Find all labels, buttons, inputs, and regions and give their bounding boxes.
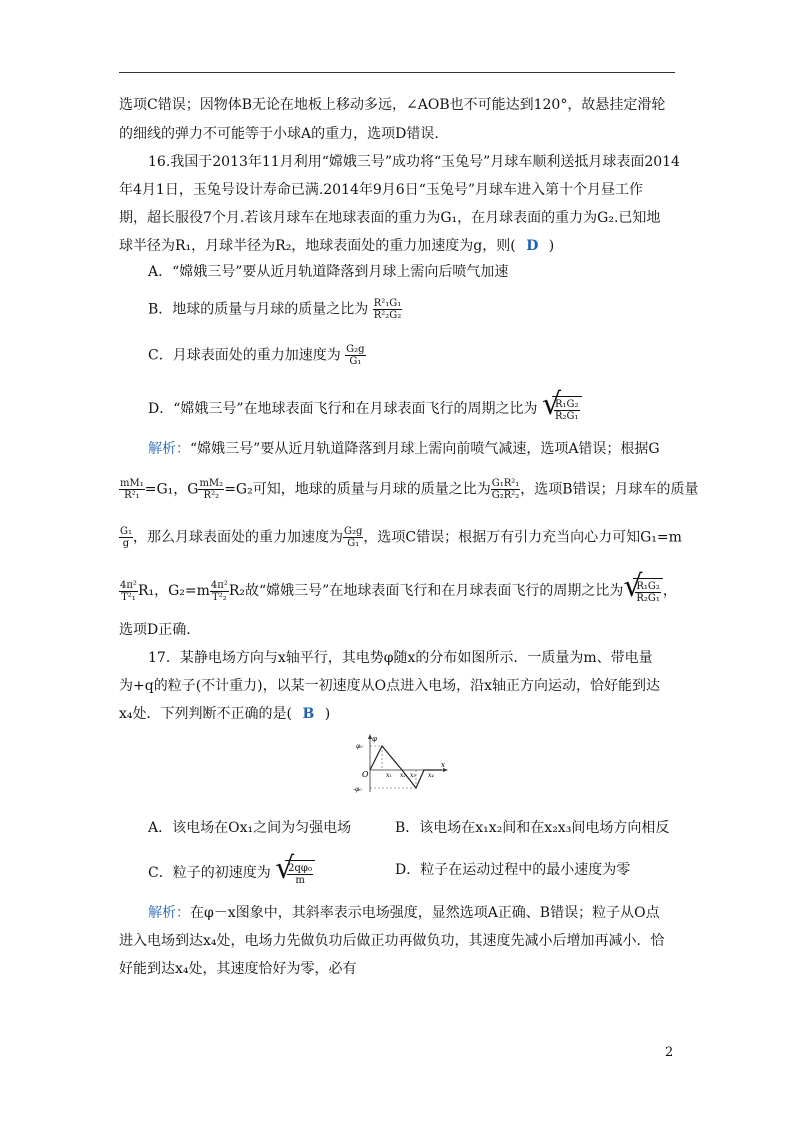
a16-text-4b: R₂故“嫦娥三号”在地球表面飞行和在月球表面飞行的周期之比为: [228, 583, 624, 599]
a16-line-4: [119, 569, 677, 604]
a16-line-5: 选项D正确.: [119, 622, 191, 638]
x1-label: x₁: [386, 772, 392, 779]
fraction-denominator: T²₂: [212, 591, 227, 603]
q16-option-d: [148, 387, 582, 422]
a16-line-2: [119, 478, 699, 501]
a16-line-3: [119, 526, 682, 549]
radical-sign: √: [623, 569, 643, 604]
x2-label: x₂: [400, 772, 406, 779]
q17-option-b: B．该电场在x₁x₂间和在x₂x₃间电场方向相反: [395, 820, 670, 836]
fraction-denominator: G₁: [347, 538, 360, 549]
phi0-label: φ₀: [356, 743, 363, 750]
q16-option-c-text: C．月球表面处的重力加速度为: [148, 347, 341, 364]
neg-phi0-label: -φ₀: [353, 786, 362, 793]
q16-option-b: [148, 298, 402, 321]
q17-option-a: A．该电场在Ox₁之间为匀强电场: [148, 820, 352, 836]
fraction-denominator: g: [122, 538, 130, 549]
a17-line-1: [148, 903, 660, 923]
q16-option-b-text: B．地球的质量与月球的质量之比为: [148, 301, 369, 318]
a16-text-2a: =G₁，G: [144, 481, 199, 498]
fraction-numerator: 4π²: [210, 579, 228, 591]
a16-text-3b: ，选项C错误；根据万有引力充当向心力可知G₁=m: [363, 529, 682, 546]
radical-sign: √: [275, 851, 295, 886]
phi-label: φ: [372, 735, 377, 743]
potential-curve: [370, 746, 442, 788]
a16-fraction-1: [119, 478, 145, 501]
a16-fraction-7: [210, 580, 229, 603]
fraction-numerator: R₁G₂: [555, 399, 579, 410]
q17-answer: B: [302, 706, 315, 722]
a17-line-3: 好能到达x₄处，其速度恰好为零，必有: [119, 961, 357, 977]
fraction-numerator: mM₂: [199, 478, 224, 489]
q16-stem-end: 球半径为R₁，月球半径为R₂，地球表面处的重力加速度为g，则(: [119, 238, 516, 254]
fraction-denominator: R²₂: [203, 490, 220, 501]
fraction-denominator: G₂R²₂: [491, 490, 520, 501]
potential-graph: [352, 732, 452, 802]
q16-line-2: 年4月1日，玉兔号设计寿命已满.2014年9月6日“玉兔号”月球车进入第十个月昼工作: [119, 182, 644, 198]
fraction-numerator: G₁: [120, 526, 132, 537]
q16-line-4: [119, 236, 554, 256]
radical-sign: √: [542, 387, 562, 422]
q16-line-3: 期，超长服役7个月.若该月球车在地球表面的重力为G₁，在月球表面的重力为G₂.已知地: [119, 210, 661, 226]
a16-text-2c: ，选项B错误；月球车的质量: [520, 481, 699, 498]
fraction-denominator: R²₂G₂: [373, 310, 402, 321]
x-label: x: [441, 761, 445, 769]
q16-line-1: 16.我国于2013年11月利用“嫦娥三号”成功将“玉兔号”月球车顺利送抵月球表面2014: [148, 154, 680, 170]
a16-fraction-3: [491, 478, 521, 501]
q16-option-d-sqrt: [542, 387, 582, 422]
continuation-line-1: 选项C错误；因物体B无论在地板上移动多远，∠AOB也不可能达到120°，故悬挂定滑轮: [119, 97, 666, 113]
fraction-numerator: G₂g: [346, 344, 365, 355]
q17-option-c: [148, 851, 315, 886]
fraction-numerator: G₁R²₁: [491, 478, 520, 489]
fraction-numerator: 4π²: [120, 579, 137, 591]
q17-line-2: 为+q的粒子(不计重力)，以某一初速度从O点进入电场，沿x轴正方向运动，恰好能到达: [119, 678, 660, 694]
a17-text-1: 在φ－x图象中，其斜率表示电场强度，显然选项A正确、B错误；粒子从O点: [190, 905, 660, 921]
fraction-denominator: T²₁: [121, 591, 136, 603]
a16-line-1: [148, 439, 660, 459]
a16-fraction-6: [119, 580, 138, 603]
fraction-denominator: R₂G₁: [555, 411, 579, 422]
x4-label: x₄: [428, 772, 434, 779]
a17-label: 解析：: [148, 905, 190, 921]
q17-option-d: D．粒子在运动过程中的最小速度为零: [395, 862, 631, 878]
q16-paren: ): [548, 238, 555, 254]
a16-text-3a: ，那么月球表面处的重力加速度为: [133, 529, 343, 546]
q17-stem-end: x₄处．下列判断不正确的是(: [119, 706, 292, 722]
header-rule: [119, 72, 675, 73]
q17-paren: ): [324, 706, 331, 722]
a16-text-4c: ，: [662, 583, 677, 599]
a17-line-2: 进入电场到达x₄处，电场力先做负功后做正功再做负功，其速度先减小后增加再减小．恰: [119, 933, 665, 949]
a16-fraction-4: [119, 526, 133, 549]
page-number: 2: [665, 1045, 674, 1060]
q16-option-b-fraction: [373, 298, 403, 321]
fraction-numerator: G₂g: [344, 526, 363, 537]
q16-option-a: A．“嫦娥三号”要从近月轨道降落到月球上需向后喷气加速: [148, 264, 509, 280]
q16-option-c: [148, 344, 366, 367]
fraction-denominator: R₂G₁: [636, 593, 660, 604]
fraction-denominator: m: [295, 875, 305, 886]
q17-line-3: [119, 704, 330, 724]
fraction-numerator: 2qφ₀: [288, 863, 312, 874]
fraction-numerator: R²₁G₁: [373, 298, 402, 309]
continuation-line-2: 的细线的弹力不可能等于小球A的重力，选项D错误.: [119, 126, 439, 142]
q17-line-1: 17．某静电场方向与x轴平行，其电势φ随x的分布如图所示．一质量为m、带电量: [148, 650, 653, 666]
origin-label: O: [362, 770, 369, 779]
fraction-denominator: G₁: [349, 356, 362, 367]
a16-text-2b: =G₂可知，地球的质量与月球的质量之比为: [224, 481, 491, 498]
q17-option-c-text: C．粒子的初速度为: [148, 865, 271, 881]
q17-option-c-sqrt: [275, 851, 315, 886]
fraction-denominator: R²₁: [124, 490, 140, 501]
q16-option-d-text: D．“嫦娥三号”在地球表面飞行和在月球表面飞行的周期之比为: [148, 401, 538, 417]
fraction-numerator: R₁G₂: [636, 581, 660, 592]
q16-answer: D: [526, 238, 539, 254]
q16-option-c-fraction: [345, 344, 365, 367]
a16-fraction-2: [198, 478, 224, 501]
a16-fraction-5: [343, 526, 363, 549]
fraction-numerator: mM₁: [120, 478, 144, 489]
a16-text-1: “嫦娥三号”要从近月轨道降落到月球上需向前喷气减速，选项A错误；根据G: [190, 441, 660, 457]
a16-label: 解析：: [148, 441, 190, 457]
a16-text-4a: R₁，G₂=m: [137, 583, 210, 599]
x3-label: x₃: [410, 772, 416, 779]
a16-sqrt: [623, 569, 663, 604]
